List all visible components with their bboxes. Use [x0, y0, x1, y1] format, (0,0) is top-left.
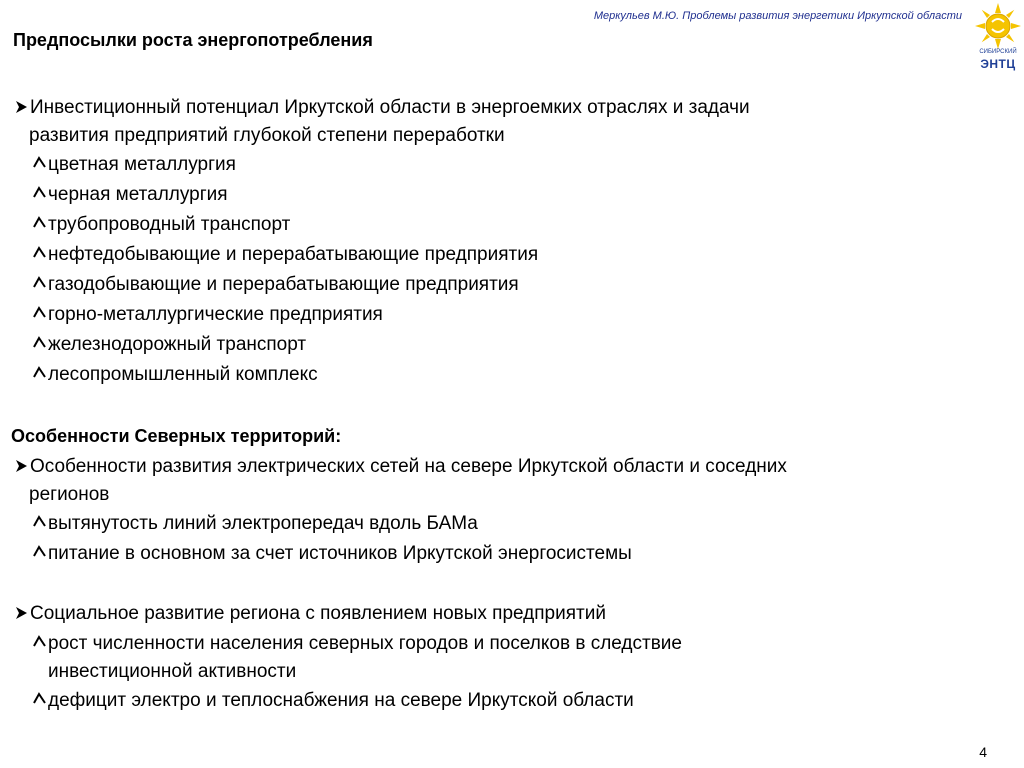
chevron-bullet-icon — [32, 365, 48, 381]
main-item-investment — [14, 94, 964, 150]
chevron-bullet-icon — [32, 691, 48, 707]
list-item-text: лесопромышленный комплекс — [48, 364, 318, 385]
list-item — [32, 630, 962, 686]
sun-logo-icon — [974, 2, 1022, 50]
main-text: Социальное развитие региона с появлением новых предприятий — [30, 603, 606, 624]
chevron-bullet-icon — [32, 185, 48, 201]
list-item-text: горно-металлургические предприятия — [48, 304, 383, 325]
list-item — [32, 271, 962, 299]
chevron-bullet-icon — [32, 335, 48, 351]
list-item — [32, 540, 962, 568]
list-item-text: нефтедобывающие и перерабатывающие предприятия — [48, 244, 539, 265]
list-item — [32, 510, 962, 538]
list-item — [32, 241, 962, 269]
arrow-bullet-icon — [14, 605, 30, 621]
list-item-text: черная металлургия — [48, 184, 228, 205]
list-item — [32, 181, 962, 209]
main-text: Инвестиционный потенциал Иркутской области в энергоемких отраслях и задачи — [30, 97, 750, 118]
main-item-social-development — [14, 600, 964, 628]
list-item — [32, 687, 962, 715]
section-heading-north: Особенности Северных территорий: — [11, 426, 342, 446]
arrow-bullet-icon — [14, 99, 30, 115]
chevron-bullet-icon — [32, 155, 48, 171]
chevron-bullet-icon — [32, 245, 48, 261]
list-item — [32, 361, 962, 389]
list-item — [32, 301, 962, 329]
list-item-text: вытянутость линий электропередач вдоль БАМа — [48, 513, 478, 534]
list-item — [32, 151, 962, 179]
list-item-text-continuation: инвестиционной активности — [48, 661, 297, 682]
list-item-text: питание в основном за счет источников Иркутской энергосистемы — [48, 543, 632, 564]
page-number: 4 — [979, 744, 987, 760]
list-item — [32, 331, 962, 359]
page-title: Предпосылки роста энергопотребления — [13, 30, 373, 50]
logo-big-text: ЭНТЦ — [980, 57, 1016, 71]
chevron-bullet-icon — [32, 215, 48, 231]
chevron-bullet-icon — [32, 275, 48, 291]
list-item-text: железнодорожный транспорт — [48, 334, 307, 355]
main-text: Особенности развития электрических сетей на севере Иркутской области и соседних — [30, 456, 787, 477]
list-item — [32, 211, 962, 239]
logo — [974, 2, 1022, 76]
main-text-continuation: регионов — [29, 484, 110, 505]
list-item-text: дефицит электро и теплоснабжения на севере Иркутской области — [48, 690, 634, 711]
header-note: Меркульев М.Ю. Проблемы развития энергетики Иркутской области — [593, 10, 962, 22]
list-item-text: трубопроводный транспорт — [48, 214, 291, 235]
logo-small-text: СИБИРСКИЙ — [979, 49, 1017, 55]
chevron-bullet-icon — [32, 305, 48, 321]
main-item-grid-development — [14, 453, 964, 509]
chevron-bullet-icon — [32, 544, 48, 560]
chevron-bullet-icon — [32, 634, 48, 650]
chevron-bullet-icon — [32, 514, 48, 530]
main-text-continuation: развития предприятий глубокой степени переработки — [29, 125, 505, 146]
arrow-bullet-icon — [14, 458, 30, 474]
list-item-text: газодобывающие и перерабатывающие предприятия — [48, 274, 519, 295]
list-item-text: рост численности населения северных городов и поселков в следствие — [48, 633, 682, 654]
list-item-text: цветная металлургия — [48, 154, 236, 175]
